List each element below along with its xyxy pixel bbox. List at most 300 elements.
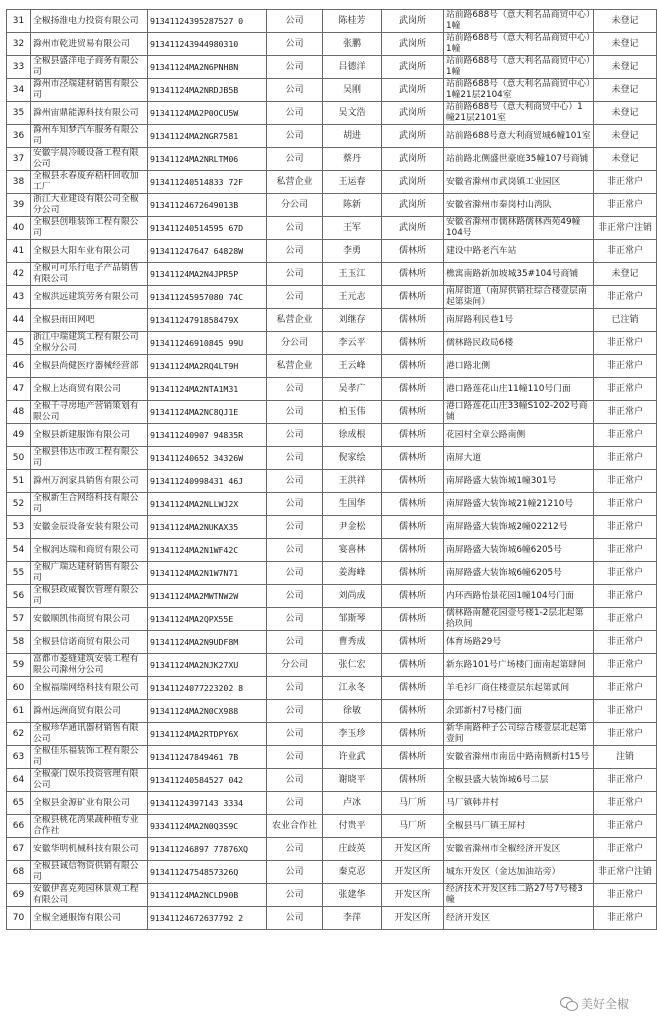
company-name: 全椒县伟达市政工程有限公司 [31, 447, 148, 470]
company-name: 全椒县桃花湾果蔬种植专业合作社 [31, 815, 148, 838]
registration-status: 非正常户 [594, 447, 657, 470]
row-number: 39 [7, 194, 31, 217]
legal-person: 王洪祥 [323, 470, 382, 493]
address: 儒林路南麓花园壹号楼1-2层北起第拾玖间 [444, 608, 594, 631]
legal-person: 蔡丹 [323, 148, 382, 171]
registration-status: 非正常户 [594, 585, 657, 608]
company-name: 全椒新生合网络科技有限公司 [31, 493, 148, 516]
tax-office: 马厂所 [382, 792, 444, 815]
company-name: 滁州市泾瑞建材销售有限公司 [31, 79, 148, 102]
legal-person: 王运春 [323, 171, 382, 194]
credit-code: 91341124MA2NC8QJ1E [148, 401, 267, 424]
tax-office: 儒林所 [382, 355, 444, 378]
credit-code: 913411246897 77876XQ [148, 838, 267, 861]
tax-office: 武岗所 [382, 10, 444, 33]
address: 南屏路盛大装饰城6幢6205号 [444, 562, 594, 585]
registration-status: 非正常户 [594, 401, 657, 424]
legal-person: 张建华 [323, 884, 382, 907]
legal-person: 王玉江 [323, 263, 382, 286]
credit-code: 91341124MA2RTDPY6X [148, 723, 267, 746]
company-name: 全椒县诚信物资供销有限公司 [31, 861, 148, 884]
credit-code: 91341124077223202 8 [148, 677, 267, 700]
credit-code: 913411240584527 042 [148, 769, 267, 792]
company-name: 浙江中瑞建筑工程有限公司全椒分公司 [31, 332, 148, 355]
tax-office: 武岗所 [382, 125, 444, 148]
tax-office: 儒林所 [382, 424, 444, 447]
address: 安徽省滁州市秦岗村山湾队 [444, 194, 594, 217]
row-number: 36 [7, 125, 31, 148]
address: 港口路莲花山庄11幢110号门面 [444, 378, 594, 401]
tax-office: 开发区所 [382, 838, 444, 861]
company-name: 安徽华明机械科技有限公司 [31, 838, 148, 861]
row-number: 70 [7, 907, 31, 930]
address: 全椒县马厂镇王屏村 [444, 815, 594, 838]
entity-type: 公司 [267, 539, 323, 562]
table-row [7, 723, 657, 746]
tax-office: 儒林所 [382, 746, 444, 769]
row-number: 51 [7, 470, 31, 493]
table-row [7, 470, 657, 493]
row-number: 69 [7, 884, 31, 907]
row-number: 38 [7, 171, 31, 194]
address: 南屏路盛大装饰城21幢21210号 [444, 493, 594, 516]
tax-office: 儒林所 [382, 286, 444, 309]
legal-person: 王军 [323, 217, 382, 240]
address: 南屏街道（南屏供销社综合楼壹层南起第柒间） [444, 286, 594, 309]
credit-code: 91341124MA2N9UDF8M [148, 631, 267, 654]
address: 羊毛衫厂商住楼壹层东起第贰间 [444, 677, 594, 700]
table-row [7, 286, 657, 309]
tax-office: 儒林所 [382, 332, 444, 355]
table-row [7, 562, 657, 585]
legal-person: 王云峰 [323, 355, 382, 378]
company-name: 全椒佳乐福装饰工程有限公司 [31, 746, 148, 769]
credit-code: 91341124MA2NLLWJ2X [148, 493, 267, 516]
registration-status: 非正常户 [594, 654, 657, 677]
legal-person: 胡进 [323, 125, 382, 148]
company-name: 全椒县政威餐饮管理有限公司 [31, 585, 148, 608]
credit-code: 91341124MA2N1W7N71 [148, 562, 267, 585]
registration-status: 非正常户 [594, 838, 657, 861]
legal-person: 付贵平 [323, 815, 382, 838]
table-row [7, 792, 657, 815]
legal-person: 秦克忍 [323, 861, 382, 884]
table-row [7, 332, 657, 355]
tax-office: 儒林所 [382, 769, 444, 792]
table-row [7, 746, 657, 769]
tax-office: 儒林所 [382, 585, 444, 608]
entity-type: 公司 [267, 861, 323, 884]
registration-status: 非正常户 [594, 355, 657, 378]
table-row [7, 631, 657, 654]
row-number: 40 [7, 217, 31, 240]
company-name: 安徽伊喜克苑园林景观工程有限公司 [31, 884, 148, 907]
legal-person: 卢冰 [323, 792, 382, 815]
tax-office: 儒林所 [382, 470, 444, 493]
entity-type: 公司 [267, 608, 323, 631]
row-number: 62 [7, 723, 31, 746]
entity-type: 公司 [267, 585, 323, 608]
registration-status: 已注销 [594, 309, 657, 332]
registration-status: 非正常户 [594, 815, 657, 838]
row-number: 49 [7, 424, 31, 447]
credit-code: 91341124MA2P0OCU5W [148, 102, 267, 125]
table-row [7, 838, 657, 861]
credit-code: 91341124672637792 2 [148, 907, 267, 930]
credit-code: 913411240514833 72F [148, 171, 267, 194]
legal-person: 李玉珍 [323, 723, 382, 746]
legal-person: 李云平 [323, 332, 382, 355]
registration-status: 非正常户 [594, 769, 657, 792]
address: 马厂镇韩井村 [444, 792, 594, 815]
registration-status: 非正常户 [594, 424, 657, 447]
entity-type: 公司 [267, 10, 323, 33]
entity-type: 公司 [267, 401, 323, 424]
legal-person: 吴刚 [323, 79, 382, 102]
company-name: 全椒可可乐行电子产品销售有限公司 [31, 263, 148, 286]
tax-office: 儒林所 [382, 401, 444, 424]
address: 儒林路民政局6楼 [444, 332, 594, 355]
entity-type: 公司 [267, 769, 323, 792]
company-name: 安徽顺凯伟商贸有限公司 [31, 608, 148, 631]
table-row [7, 884, 657, 907]
company-name: 全椒县信诺商贸有限公司 [31, 631, 148, 654]
credit-code: 91341124MA2NTA1M31 [148, 378, 267, 401]
row-number: 37 [7, 148, 31, 171]
row-number: 52 [7, 493, 31, 516]
entity-type: 农业合作社 [267, 815, 323, 838]
row-number: 55 [7, 562, 31, 585]
registration-status: 非正常户 [594, 378, 657, 401]
tax-office: 儒林所 [382, 493, 444, 516]
table-row [7, 539, 657, 562]
legal-person: 庄歧英 [323, 838, 382, 861]
legal-person: 徐敏 [323, 700, 382, 723]
address: 城东开发区（金达加油站旁） [444, 861, 594, 884]
tax-office: 儒林所 [382, 240, 444, 263]
table-row [7, 815, 657, 838]
entity-type: 公司 [267, 33, 323, 56]
row-number: 57 [7, 608, 31, 631]
credit-code: 913411243944980310 [148, 33, 267, 56]
company-name: 全椒县新建服饰有限公司 [31, 424, 148, 447]
entity-type: 公司 [267, 884, 323, 907]
tax-office: 开发区所 [382, 884, 444, 907]
address: 安徽省滁州市全椒经济开发区 [444, 838, 594, 861]
taxpayer-table [6, 9, 657, 930]
row-number: 33 [7, 56, 31, 79]
address: 安徽省滁州市儒林路儒林西苑49幢104号 [444, 217, 594, 240]
legal-person: 陈新 [323, 194, 382, 217]
row-number: 35 [7, 102, 31, 125]
company-name: 全椒县大阳车业有限公司 [31, 240, 148, 263]
table-row [7, 654, 657, 677]
table-row [7, 769, 657, 792]
address: 港口路北侧 [444, 355, 594, 378]
table-row [7, 378, 657, 401]
entity-type: 公司 [267, 263, 323, 286]
company-name: 安徽金辰设备安装有限公司 [31, 516, 148, 539]
registration-status: 非正常户 [594, 286, 657, 309]
registration-status: 非正常户 [594, 723, 657, 746]
table-row [7, 79, 657, 102]
company-name: 滁州宙鼎能源科技有限公司 [31, 102, 148, 125]
entity-type: 公司 [267, 470, 323, 493]
registration-status: 非正常户 [594, 194, 657, 217]
address: 经济开发区 [444, 907, 594, 930]
entity-type: 公司 [267, 907, 323, 930]
credit-code: 91341124MA2QPX55E [148, 608, 267, 631]
entity-type: 公司 [267, 217, 323, 240]
credit-code: 91341124MA2MWTNW2W [148, 585, 267, 608]
registration-status: 非正常户 [594, 608, 657, 631]
row-number: 58 [7, 631, 31, 654]
credit-code: 91341124395287527 0 [148, 10, 267, 33]
registration-status: 未登记 [594, 125, 657, 148]
table-row [7, 217, 657, 240]
legal-person: 宴喜林 [323, 539, 382, 562]
row-number: 64 [7, 769, 31, 792]
credit-code: 913411240652 34326W [148, 447, 267, 470]
entity-type: 分公司 [267, 654, 323, 677]
legal-person: 张鹏 [323, 33, 382, 56]
table-row [7, 401, 657, 424]
tax-office: 儒林所 [382, 263, 444, 286]
table-row [7, 355, 657, 378]
company-name: 滁州车知梦汽车服务有限公司 [31, 125, 148, 148]
row-number: 44 [7, 309, 31, 332]
entity-type: 私营企业 [267, 171, 323, 194]
registration-status: 未登记 [594, 10, 657, 33]
wechat-icon [560, 996, 578, 1011]
tax-office: 武岗所 [382, 171, 444, 194]
row-number: 54 [7, 539, 31, 562]
credit-code: 91341124MA2NRLTM06 [148, 148, 267, 171]
row-number: 47 [7, 378, 31, 401]
company-name: 安徽宇晨冷暖设备工程有限公司 [31, 148, 148, 171]
credit-code: 913411245957080 74C [148, 286, 267, 309]
entity-type: 公司 [267, 723, 323, 746]
legal-person: 曹秀成 [323, 631, 382, 654]
address: 南屏路利民巷1号 [444, 309, 594, 332]
address: 港口路莲花山庄33幢S102-202号商铺 [444, 401, 594, 424]
row-number: 67 [7, 838, 31, 861]
legal-person: 李勇 [323, 240, 382, 263]
row-number: 31 [7, 10, 31, 33]
company-name: 全椒扬淮电力投资有限公司 [31, 10, 148, 33]
credit-code: 91341124MA2N4JPR5P [148, 263, 267, 286]
row-number: 68 [7, 861, 31, 884]
entity-type: 公司 [267, 240, 323, 263]
registration-status: 未登记 [594, 148, 657, 171]
registration-status: 非正常户 [594, 516, 657, 539]
tax-office: 开发区所 [382, 861, 444, 884]
registration-status: 非正常户注销 [594, 861, 657, 884]
tax-office: 马厂所 [382, 815, 444, 838]
credit-code: 91341124672649013B [148, 194, 267, 217]
entity-type: 分公司 [267, 332, 323, 355]
tax-office: 武岗所 [382, 33, 444, 56]
legal-person: 邹斯琴 [323, 608, 382, 631]
legal-person: 吴文浩 [323, 102, 382, 125]
company-name: 滁州远洲商贸有限公司 [31, 700, 148, 723]
credit-code: 91341124397143 3334 [148, 792, 267, 815]
address: 经济技术开发区纬二路27号7号楼3幢 [444, 884, 594, 907]
entity-type: 公司 [267, 286, 323, 309]
entity-type: 公司 [267, 378, 323, 401]
tax-office: 武岗所 [382, 148, 444, 171]
tax-office: 开发区所 [382, 907, 444, 930]
credit-code: 91341124791858479X [148, 309, 267, 332]
company-name: 浙江大业建设有限公司全椒分公司 [31, 194, 148, 217]
row-number: 34 [7, 79, 31, 102]
tax-office: 儒林所 [382, 447, 444, 470]
legal-person: 倪家绘 [323, 447, 382, 470]
tax-office: 儒林所 [382, 631, 444, 654]
entity-type: 私营企业 [267, 309, 323, 332]
tax-office: 儒林所 [382, 700, 444, 723]
company-name: 全椒县盛洋电子商务有限公司 [31, 56, 148, 79]
table-row [7, 171, 657, 194]
registration-status: 非正常户 [594, 631, 657, 654]
legal-person: 刘尚成 [323, 585, 382, 608]
row-number: 50 [7, 447, 31, 470]
tax-office: 武岗所 [382, 79, 444, 102]
legal-person: 刘继存 [323, 309, 382, 332]
table-row [7, 493, 657, 516]
company-name: 全椒县尚健医疗器械经营部 [31, 355, 148, 378]
entity-type: 公司 [267, 79, 323, 102]
table-row [7, 447, 657, 470]
credit-code: 91341124MA2NJK27XU [148, 654, 267, 677]
legal-person: 陈桂芳 [323, 10, 382, 33]
table-row [7, 148, 657, 171]
address: 站前路688号（意大利名品商贸中心）1幢21层2104室 [444, 79, 594, 102]
company-name: 全椒县创唯装饰工程有限公司 [31, 217, 148, 240]
table-row [7, 240, 657, 263]
address: 樵寓南路新加坡城35#104号商铺 [444, 263, 594, 286]
credit-code: 91341124MA2N0CX988 [148, 700, 267, 723]
entity-type: 公司 [267, 148, 323, 171]
address: 体育场路29号 [444, 631, 594, 654]
table-row [7, 608, 657, 631]
legal-person: 吴孝广 [323, 378, 382, 401]
credit-code: 91341124MA2N1WF42C [148, 539, 267, 562]
table-row [7, 700, 657, 723]
company-name: 全椒千寻房地产营销策划有限公司 [31, 401, 148, 424]
table-row [7, 516, 657, 539]
table-row [7, 309, 657, 332]
registration-status: 非正常户 [594, 332, 657, 355]
registration-status: 非正常户 [594, 539, 657, 562]
table-row [7, 125, 657, 148]
entity-type: 公司 [267, 125, 323, 148]
entity-type: 公司 [267, 424, 323, 447]
legal-person: 柏玉伟 [323, 401, 382, 424]
table-row [7, 33, 657, 56]
tax-office: 武岗所 [382, 56, 444, 79]
company-name: 滁州市乾进贸易有限公司 [31, 33, 148, 56]
row-number: 59 [7, 654, 31, 677]
row-number: 66 [7, 815, 31, 838]
credit-code: 91341124MA2NRDJB5B [148, 79, 267, 102]
address: 站前路688号（意大利名品商贸中心）1幢 [444, 56, 594, 79]
registration-status: 未登记 [594, 263, 657, 286]
row-number: 53 [7, 516, 31, 539]
tax-office: 儒林所 [382, 608, 444, 631]
entity-type: 公司 [267, 56, 323, 79]
legal-person: 谢晓平 [323, 769, 382, 792]
row-number: 60 [7, 677, 31, 700]
credit-code: 91341124754857326Q [148, 861, 267, 884]
registration-status: 非正常户 [594, 884, 657, 907]
legal-person: 李萍 [323, 907, 382, 930]
watermark-text: 美好全椒 [580, 997, 629, 1011]
address: 站前路北侧盛世豪庭35幢107号商铺 [444, 148, 594, 171]
credit-code: 913411240998431 46J [148, 470, 267, 493]
tax-office: 武岗所 [382, 102, 444, 125]
company-name: 全椒洪远建筑劳务有限公司 [31, 286, 148, 309]
row-number: 32 [7, 33, 31, 56]
legal-person: 生国华 [323, 493, 382, 516]
credit-code: 91341124MA2NCLD90B [148, 884, 267, 907]
row-number: 41 [7, 240, 31, 263]
credit-code: 913411246910845 99U [148, 332, 267, 355]
entity-type: 公司 [267, 562, 323, 585]
legal-person: 张仁宏 [323, 654, 382, 677]
registration-status: 非正常户 [594, 562, 657, 585]
company-name: 全椒珍华通讯器材销售有限公司 [31, 723, 148, 746]
tax-office: 儒林所 [382, 516, 444, 539]
row-number: 61 [7, 700, 31, 723]
company-name: 全椒县永春废弃秸秆回收加工厂 [31, 171, 148, 194]
company-name: 全椒上达商贸有限公司 [31, 378, 148, 401]
table-row [7, 585, 657, 608]
registration-status: 非正常户 [594, 240, 657, 263]
legal-person: 江永冬 [323, 677, 382, 700]
table-row [7, 677, 657, 700]
registration-status: 未登记 [594, 79, 657, 102]
credit-code: 913411240907 94835R [148, 424, 267, 447]
table-row [7, 56, 657, 79]
tax-office: 儒林所 [382, 677, 444, 700]
entity-type: 公司 [267, 792, 323, 815]
entity-type: 公司 [267, 447, 323, 470]
address: 南屏大道 [444, 447, 594, 470]
registration-status: 非正常户 [594, 171, 657, 194]
address: 南屏路盛大装饰城1幢301号 [444, 470, 594, 493]
address: 南屏路盛大装饰城2幢02212号 [444, 516, 594, 539]
legal-person: 许业武 [323, 746, 382, 769]
registration-status: 非正常户 [594, 792, 657, 815]
registration-status: 非正常户注销 [594, 217, 657, 240]
address: 新东路101号广场楼门面南起第肆间 [444, 654, 594, 677]
row-number: 42 [7, 263, 31, 286]
entity-type: 公司 [267, 102, 323, 125]
table-row [7, 861, 657, 884]
tax-office: 儒林所 [382, 378, 444, 401]
table-row [7, 10, 657, 33]
legal-person: 尹金松 [323, 516, 382, 539]
watermark [557, 994, 632, 1013]
credit-code: 91341124MA2NGR7581 [148, 125, 267, 148]
address: 安徽省滁州市武岗镇工业园区 [444, 171, 594, 194]
tax-office: 武岗所 [382, 217, 444, 240]
table-row [7, 907, 657, 930]
entity-type: 公司 [267, 493, 323, 516]
registration-status: 非正常户 [594, 470, 657, 493]
tax-office: 儒林所 [382, 539, 444, 562]
